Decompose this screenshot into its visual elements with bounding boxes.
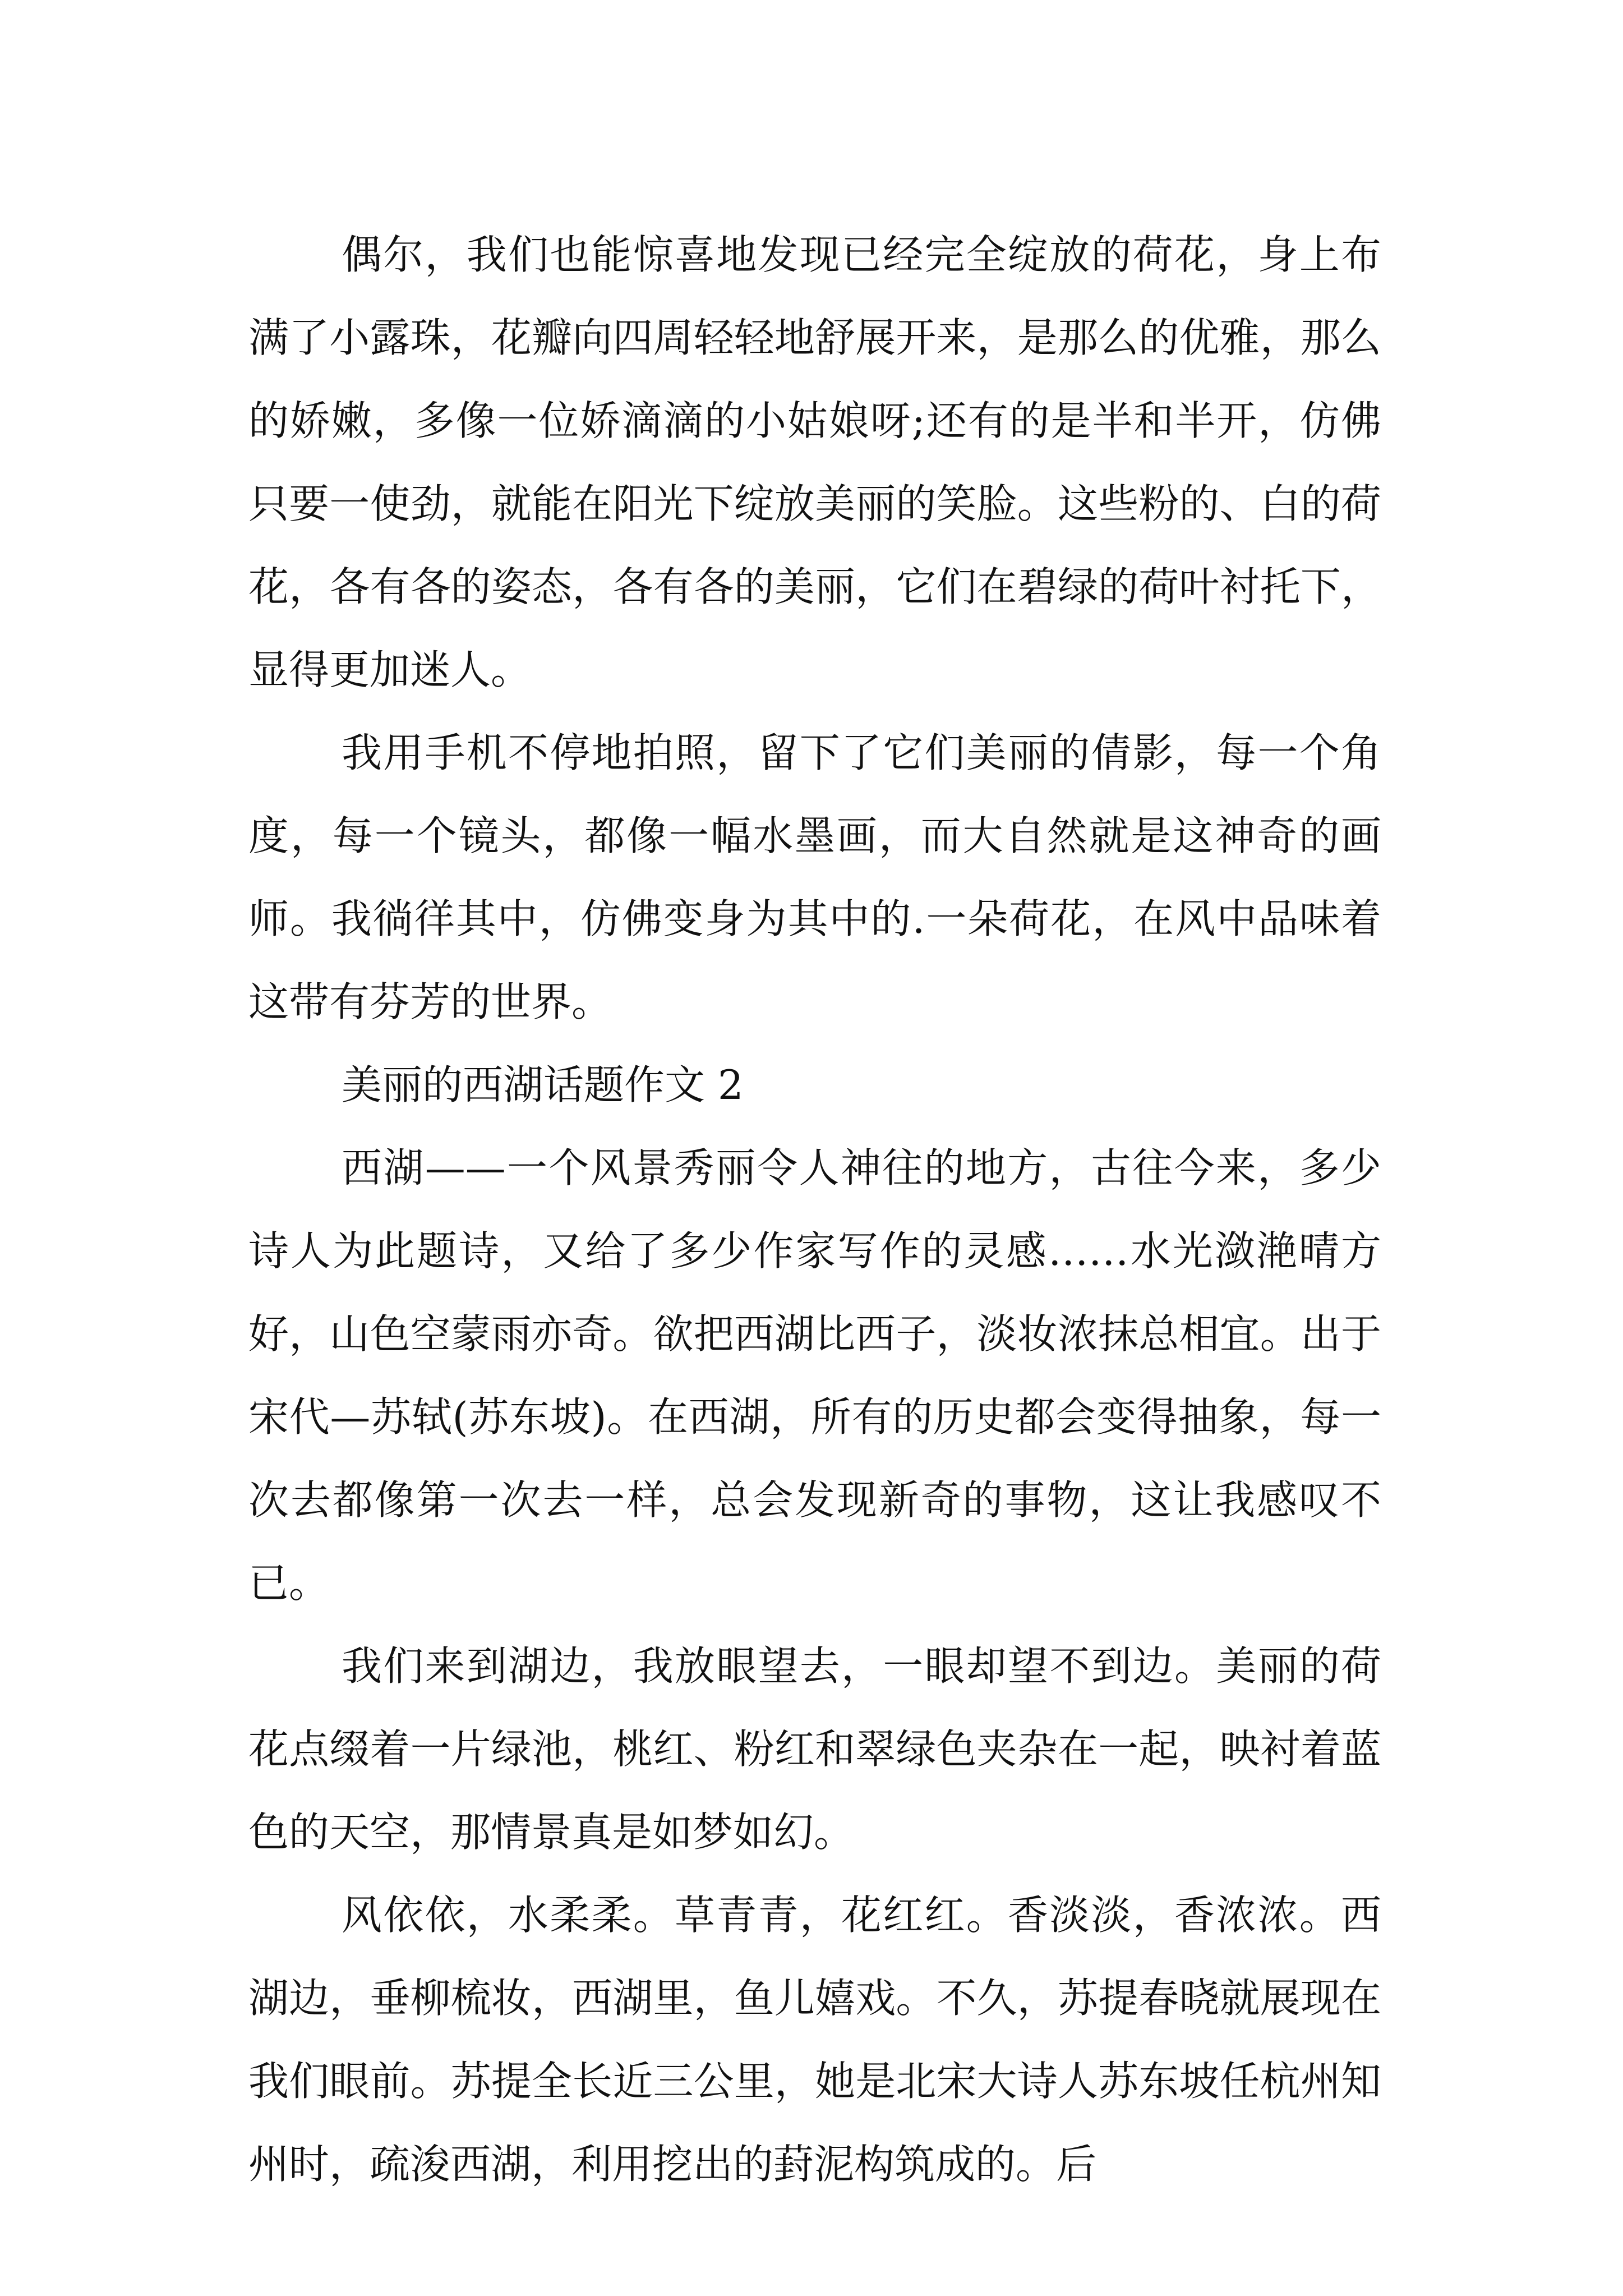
paragraph-west-lake-intro: 西湖——一个风景秀丽令人神往的地方，古往今来，多少诗人为此题诗，又给了多少作家写作的灵感……水光潋滟晴方好，山色空蒙雨亦奇。欲把西湖比西子，淡妆浓抹总相宜。出于宋代—苏轼(苏东坡)。在西湖，所有的历史都会变得抽象，每一次去都像第一次去一样，总会发现新奇的事物，这让我感叹不已。 <box>248 1144 1381 1607</box>
paragraph-su-causeway: 风依依，水柔柔。草青青，花红红。香淡淡，香浓浓。西湖边，垂柳梳妆，西湖里，鱼儿嬉戏。不久，苏提春晓就展现在我们眼前。苏提全长近三公里，她是北宋大诗人苏东坡任杭州知州时，疏浚西湖，利用挖出的葑泥构筑成的。后 <box>248 1892 1381 2188</box>
essay-heading: 美丽的西湖话题作文 2 <box>342 1061 744 1108</box>
paragraph-lotus-blooming: 偶尔，我们也能惊喜地发现已经完全绽放的荷花，身上布满了小露珠，花瓣向四周轻轻地舒展开来，是那么的优雅，那么的娇嫩，多像一位娇滴滴的小姑娘呀;还有的是半和半开，仿佛只要一使劲，就能在阳光下绽放美丽的笑脸。这些粉的、白的荷花，各有各的姿态，各有各的美丽，它们在碧绿的荷叶衬托下，显得更加迷人。 <box>248 231 1381 693</box>
paragraph-lakeside: 我们来到湖边，我放眼望去，一眼却望不到边。美丽的荷花点缀着一片绿池，桃红、粉红和翠绿色夹杂在一起，映衬着蓝色的天空，那情景真是如梦如幻。 <box>248 1642 1381 1856</box>
document-body <box>248 213 1381 2206</box>
paragraph-photographing: 我用手机不停地拍照，留下了它们美丽的倩影，每一个角度，每一个镜头，都像一幅水墨画，而大自然就是这神奇的画师。我徜徉其中，仿佛变身为其中的.一朵荷花，在风中品味着这带有芬芳的世界。 <box>248 729 1381 1025</box>
